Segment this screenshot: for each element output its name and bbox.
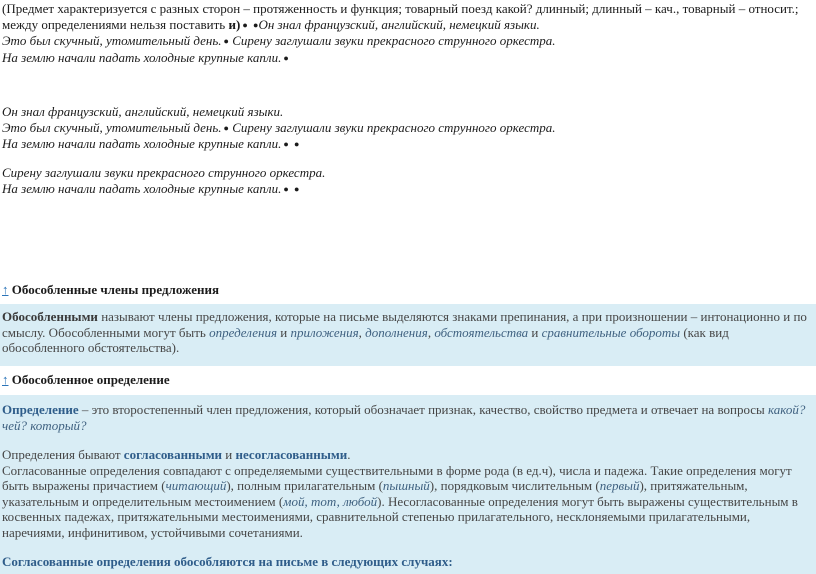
- section1-text-6: (как вид обособленного обстоятельства).: [2, 324, 729, 355]
- definition-questions: какой? чей? который?: [2, 402, 806, 433]
- p1-italic-1: читающий: [165, 478, 227, 493]
- section1-italic-1: определения: [209, 324, 278, 340]
- top-line-4: [2, 50, 816, 67]
- top-line-3b: Сирену заглушали звуки прекрасного струнного оркестра.: [232, 33, 556, 48]
- p1-text-4: ), притяжательным, указательным и определительным местоимением (: [2, 478, 748, 509]
- agreed-cases-heading: Согласованные определения обособляются на письме в следующих случаях:: [2, 554, 453, 569]
- section1-italic-5: сравнительные обороты: [541, 324, 681, 340]
- kinds-bold-2: несогласованными: [235, 447, 348, 462]
- kinds-mid: и: [222, 447, 236, 462]
- bullet-icon: ●: [283, 52, 289, 63]
- section1-text-5: и: [528, 324, 542, 340]
- block2-line-3-text: На землю начали падать холодные крупные капли.: [2, 136, 282, 151]
- definition-text: – это второстепенный член предложения, который обозначает признак, качество, свойство предмета и отвечает на вопросы: [78, 402, 769, 417]
- top-line-2-start: между определениями нельзя поставить: [2, 16, 229, 32]
- section1-italic-3: дополнения: [365, 324, 428, 340]
- bullet-icon: ●: [223, 36, 229, 46]
- block2-line-2b: Сирену заглушали звуки прекрасного струнного оркестра.: [232, 119, 556, 135]
- block3-line-2-text: На землю начали падать холодные крупные капли.: [2, 180, 282, 196]
- top-line-4-text: На землю начали падать холодные крупные капли.: [2, 49, 282, 65]
- block3-line-1: Сирену заглушали звуки прекрасного струнного оркестра.: [2, 165, 326, 180]
- section2-body: [0, 402, 816, 570]
- top-line-2-italic: Он знал французский, английский, немецкий языки.: [258, 16, 540, 32]
- bullet-icon: ●: [223, 122, 229, 133]
- block2-line-3: [2, 136, 816, 153]
- up-arrow-link[interactable]: ↑: [2, 282, 9, 297]
- bullet-icon: ●: [283, 139, 289, 149]
- section2-header: [0, 372, 816, 388]
- section1-text-4: ,: [427, 324, 435, 340]
- section1-paragraph: [0, 309, 816, 356]
- block2-line-2a: Это был скучный, утомительный день.: [2, 119, 222, 135]
- example-block-3: [0, 165, 816, 197]
- kinds-paragraph: [2, 447, 812, 463]
- agreed-paragraph: [2, 463, 812, 541]
- block3-line-2: [2, 181, 816, 198]
- kinds-bold-1: согласованными: [123, 447, 223, 462]
- block2-line-1: Он знал французский, английский, немецкий языки.: [2, 104, 284, 119]
- p1-italic-4: мой, тот, любой: [283, 493, 378, 509]
- p1-text-2: ), полным прилагательным (: [226, 478, 383, 493]
- top-block: [0, 1, 816, 66]
- up-arrow-link[interactable]: ↑: [2, 372, 9, 387]
- top-line-3: [2, 33, 816, 50]
- bullet-icon: ●: [253, 19, 259, 30]
- definition-term: Определение: [2, 402, 79, 417]
- p1-italic-2: пышный: [382, 478, 430, 493]
- section1-text-1: называют члены предложения, которые на письме выделяются знаками препинания, а при произношении – интонационно и по смыслу. Обособленными могут быть: [2, 309, 807, 340]
- p1-text-5: ). Несогласованные определения могут быть выражены существительным в косвенных падежах, притяжательными местоимениями, сравнительной степенью прилагательного, несклоняемыми прилагательными, наречиями, инфинитивом, устойчивыми сочетаниями.: [2, 493, 798, 540]
- section1-text-3: ,: [358, 324, 366, 340]
- kinds-end: .: [347, 447, 351, 462]
- bullet-icon: ●: [242, 19, 248, 30]
- section1-header: [0, 282, 816, 298]
- block2-line-2: [2, 120, 816, 137]
- top-line-2: [2, 17, 816, 34]
- top-line-2-bold: и): [228, 16, 241, 32]
- section2-title: Обособленное определение: [11, 372, 170, 387]
- section1-title: Обособленные члены предложения: [11, 282, 220, 297]
- kinds-start: Определения бывают: [2, 447, 124, 462]
- section1-text-2: и: [277, 324, 291, 340]
- bullet-icon: ●: [294, 139, 300, 149]
- bullet-icon: ●: [294, 183, 300, 194]
- example-block-2: [0, 104, 816, 153]
- bullet-icon: ●: [283, 183, 289, 194]
- p1-text-1: Согласованные определения совпадают с определяемыми существительными в форме рода (в ед.ч), числа и падежа. Такие определения могут быть выражены причастием (: [2, 462, 792, 493]
- section1-bold-term: Обособленными: [2, 309, 98, 324]
- definition-paragraph: [2, 402, 812, 433]
- top-line-3a: Это был скучный, утомительный день.: [2, 33, 222, 48]
- top-line-1: (Предмет характеризуется с разных сторон – протяженность и функция; товарный поезд какой? длинный; длинный – кач., товарный – относит.;: [2, 1, 799, 16]
- p1-text-3: ), порядковым числительным (: [429, 478, 600, 493]
- section1-italic-2: приложения: [290, 324, 359, 340]
- section1-italic-4: обстоятельства: [434, 324, 529, 340]
- p1-italic-3: первый: [599, 478, 640, 493]
